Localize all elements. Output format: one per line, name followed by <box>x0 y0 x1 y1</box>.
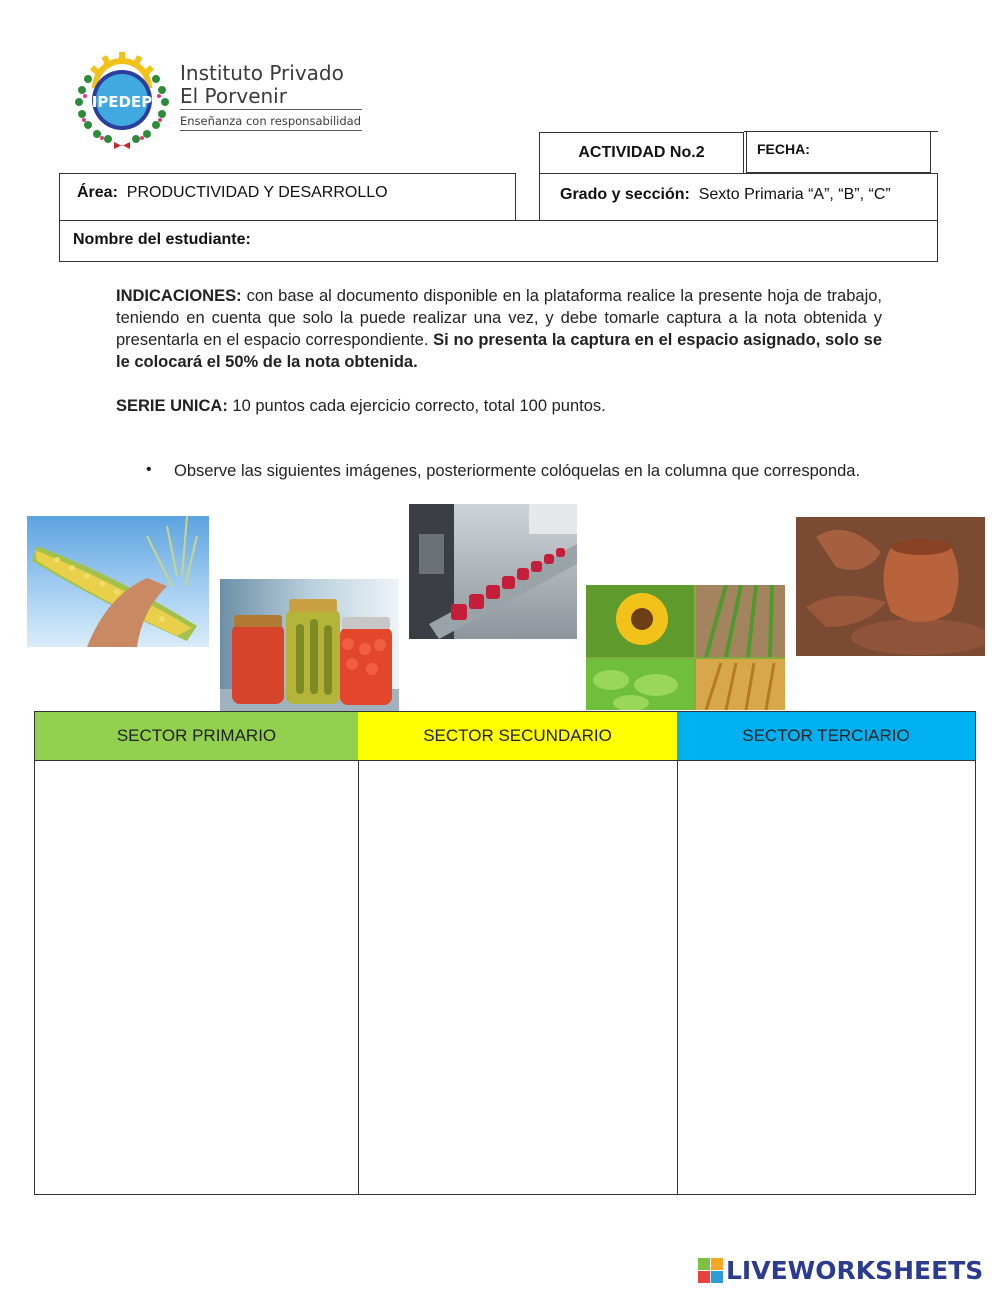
institution-name-line2: El Porvenir <box>180 84 287 108</box>
school-emblem-icon <box>70 50 174 150</box>
grade-field <box>560 186 891 204</box>
grade-box <box>539 173 938 221</box>
pottery-icon <box>796 517 985 656</box>
serie-text: 10 puntos cada ejercicio correcto, total 100 puntos. <box>227 397 606 415</box>
grade-label: Grado y sección: <box>560 186 690 203</box>
institution-name-line1: Instituto Privado <box>180 61 344 85</box>
sector-primario-label: SECTOR PRIMARIO <box>116 726 277 745</box>
sector-secundario-column[interactable] <box>358 712 678 1194</box>
date-box[interactable] <box>746 131 931 173</box>
svg-text:IPEDEP: IPEDEP <box>91 93 153 111</box>
serie-label: SERIE UNICA: <box>116 397 228 415</box>
pottery-image[interactable] <box>796 517 985 656</box>
indicaciones-label: INDICACIONES: <box>116 287 242 305</box>
indicaciones-bold: Si no presenta la captura en el espacio asignado, solo se le colocará el 50% de la nota obtenida. <box>116 331 882 371</box>
sector-secundario-label: SECTOR SECUNDARIO <box>423 726 612 745</box>
area-value: PRODUCTIVIDAD Y DESARROLLO <box>126 184 388 201</box>
liveworksheets-watermark[interactable] <box>698 1256 998 1286</box>
sector-terciario-label: SECTOR TERCIARIO <box>742 726 910 745</box>
serie-paragraph <box>116 395 882 417</box>
sector-primario-column[interactable] <box>35 712 359 1194</box>
grade-value: Sexto Primaria “A”, “B”, “C” <box>698 186 891 203</box>
area-box <box>59 173 516 221</box>
area-label: Área: <box>77 184 118 201</box>
factory-image[interactable] <box>409 504 577 639</box>
sectors-table <box>34 711 976 1195</box>
liveworksheets-badge-icon <box>698 1258 724 1284</box>
bullet-icon: • <box>146 461 152 478</box>
bullet-text: Observe las siguientes imágenes, posteriormente colóquelas en la columna que corresponda. <box>174 462 861 480</box>
activity-label: ACTIVIDAD No.2 <box>578 144 705 161</box>
conveyor-icon <box>409 504 577 639</box>
area-field <box>77 184 388 202</box>
indicaciones-paragraph <box>116 285 882 373</box>
crops-image[interactable] <box>586 585 785 710</box>
sector-terciario-header <box>677 712 975 761</box>
date-box-top-border <box>744 131 938 132</box>
jars-icon <box>220 579 399 711</box>
preserves-image[interactable] <box>220 579 399 711</box>
student-name-box[interactable] <box>59 220 938 262</box>
logo-divider <box>180 109 362 110</box>
student-name-label: Nombre del estudiante: <box>73 231 251 248</box>
corn-image[interactable] <box>27 516 209 647</box>
sector-primario-header <box>35 712 359 761</box>
indicaciones-text: con base al documento disponible en la plataforma realice la presente hoja de trabajo, teniendo en cuenta que solo la puede realizar una vez, y debe tomarle captura a la nota obtenida y presentarla en el espacio correspondiente. <box>116 287 882 349</box>
date-label: FECHA: <box>757 141 810 157</box>
institution-logo <box>70 50 370 150</box>
sector-terciario-column[interactable] <box>677 712 975 1194</box>
crops-collage-icon <box>586 585 785 710</box>
institution-slogan: Enseñanza con responsabilidad <box>180 114 362 128</box>
bullet-item <box>146 460 882 482</box>
sector-secundario-header <box>358 712 678 761</box>
liveworksheets-brand: LIVEWORKSHEETS <box>726 1256 984 1285</box>
corn-icon <box>27 516 209 647</box>
logo-divider-bottom <box>180 130 362 131</box>
activity-box <box>539 132 744 174</box>
